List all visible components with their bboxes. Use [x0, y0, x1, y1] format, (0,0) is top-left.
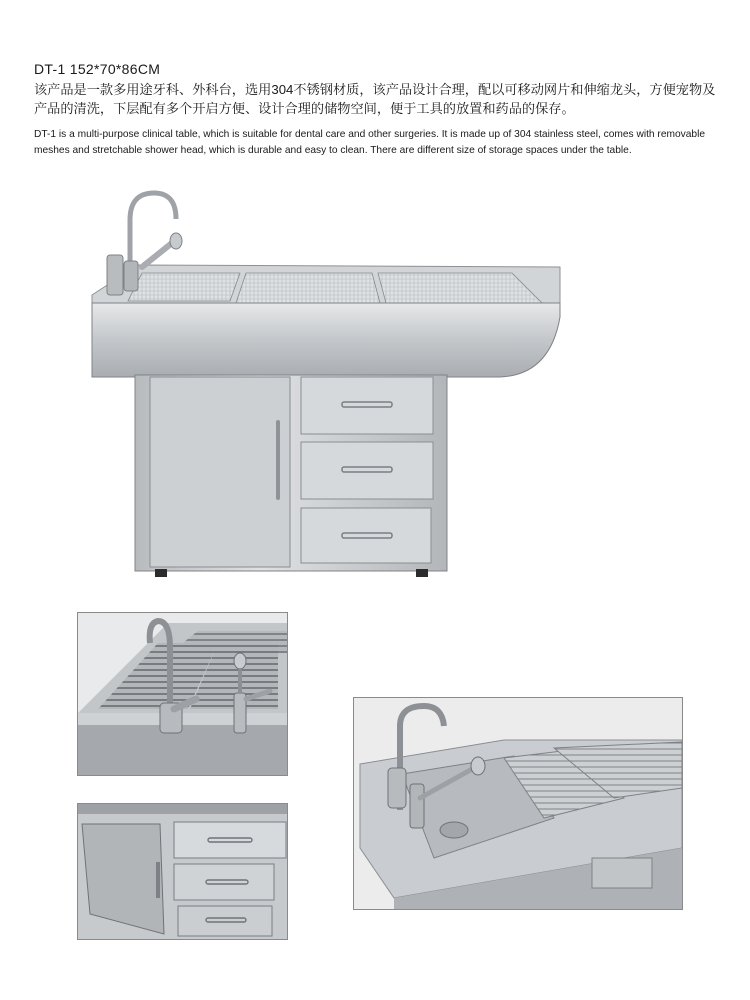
detail-image-drawers	[77, 803, 288, 940]
hero-product-image	[80, 185, 570, 580]
detail-image-sink	[353, 697, 683, 910]
product-description-en: DT-1 is a multi-purpose clinical table, which is suitable for dental care and other surgeries. It is made up of 304 stainless steel, comes with removable meshes and stretchable shower head, which is durable and easy to clean. There are different size of storage spaces under the table.	[34, 129, 705, 156]
detail-image-faucet	[77, 612, 288, 776]
product-description-cn: 该产品是一款多用途牙科、外科台，选用304不锈钢材质，该产品设计合理，配以可移动网片和伸缩龙头，方便宠物及产品的清洗，下层配有多个开启方便、设计合理的储物空间，便于工具的放置和药品的保存。	[34, 82, 716, 116]
product-title: DT-1 152*70*86CM	[34, 61, 161, 77]
